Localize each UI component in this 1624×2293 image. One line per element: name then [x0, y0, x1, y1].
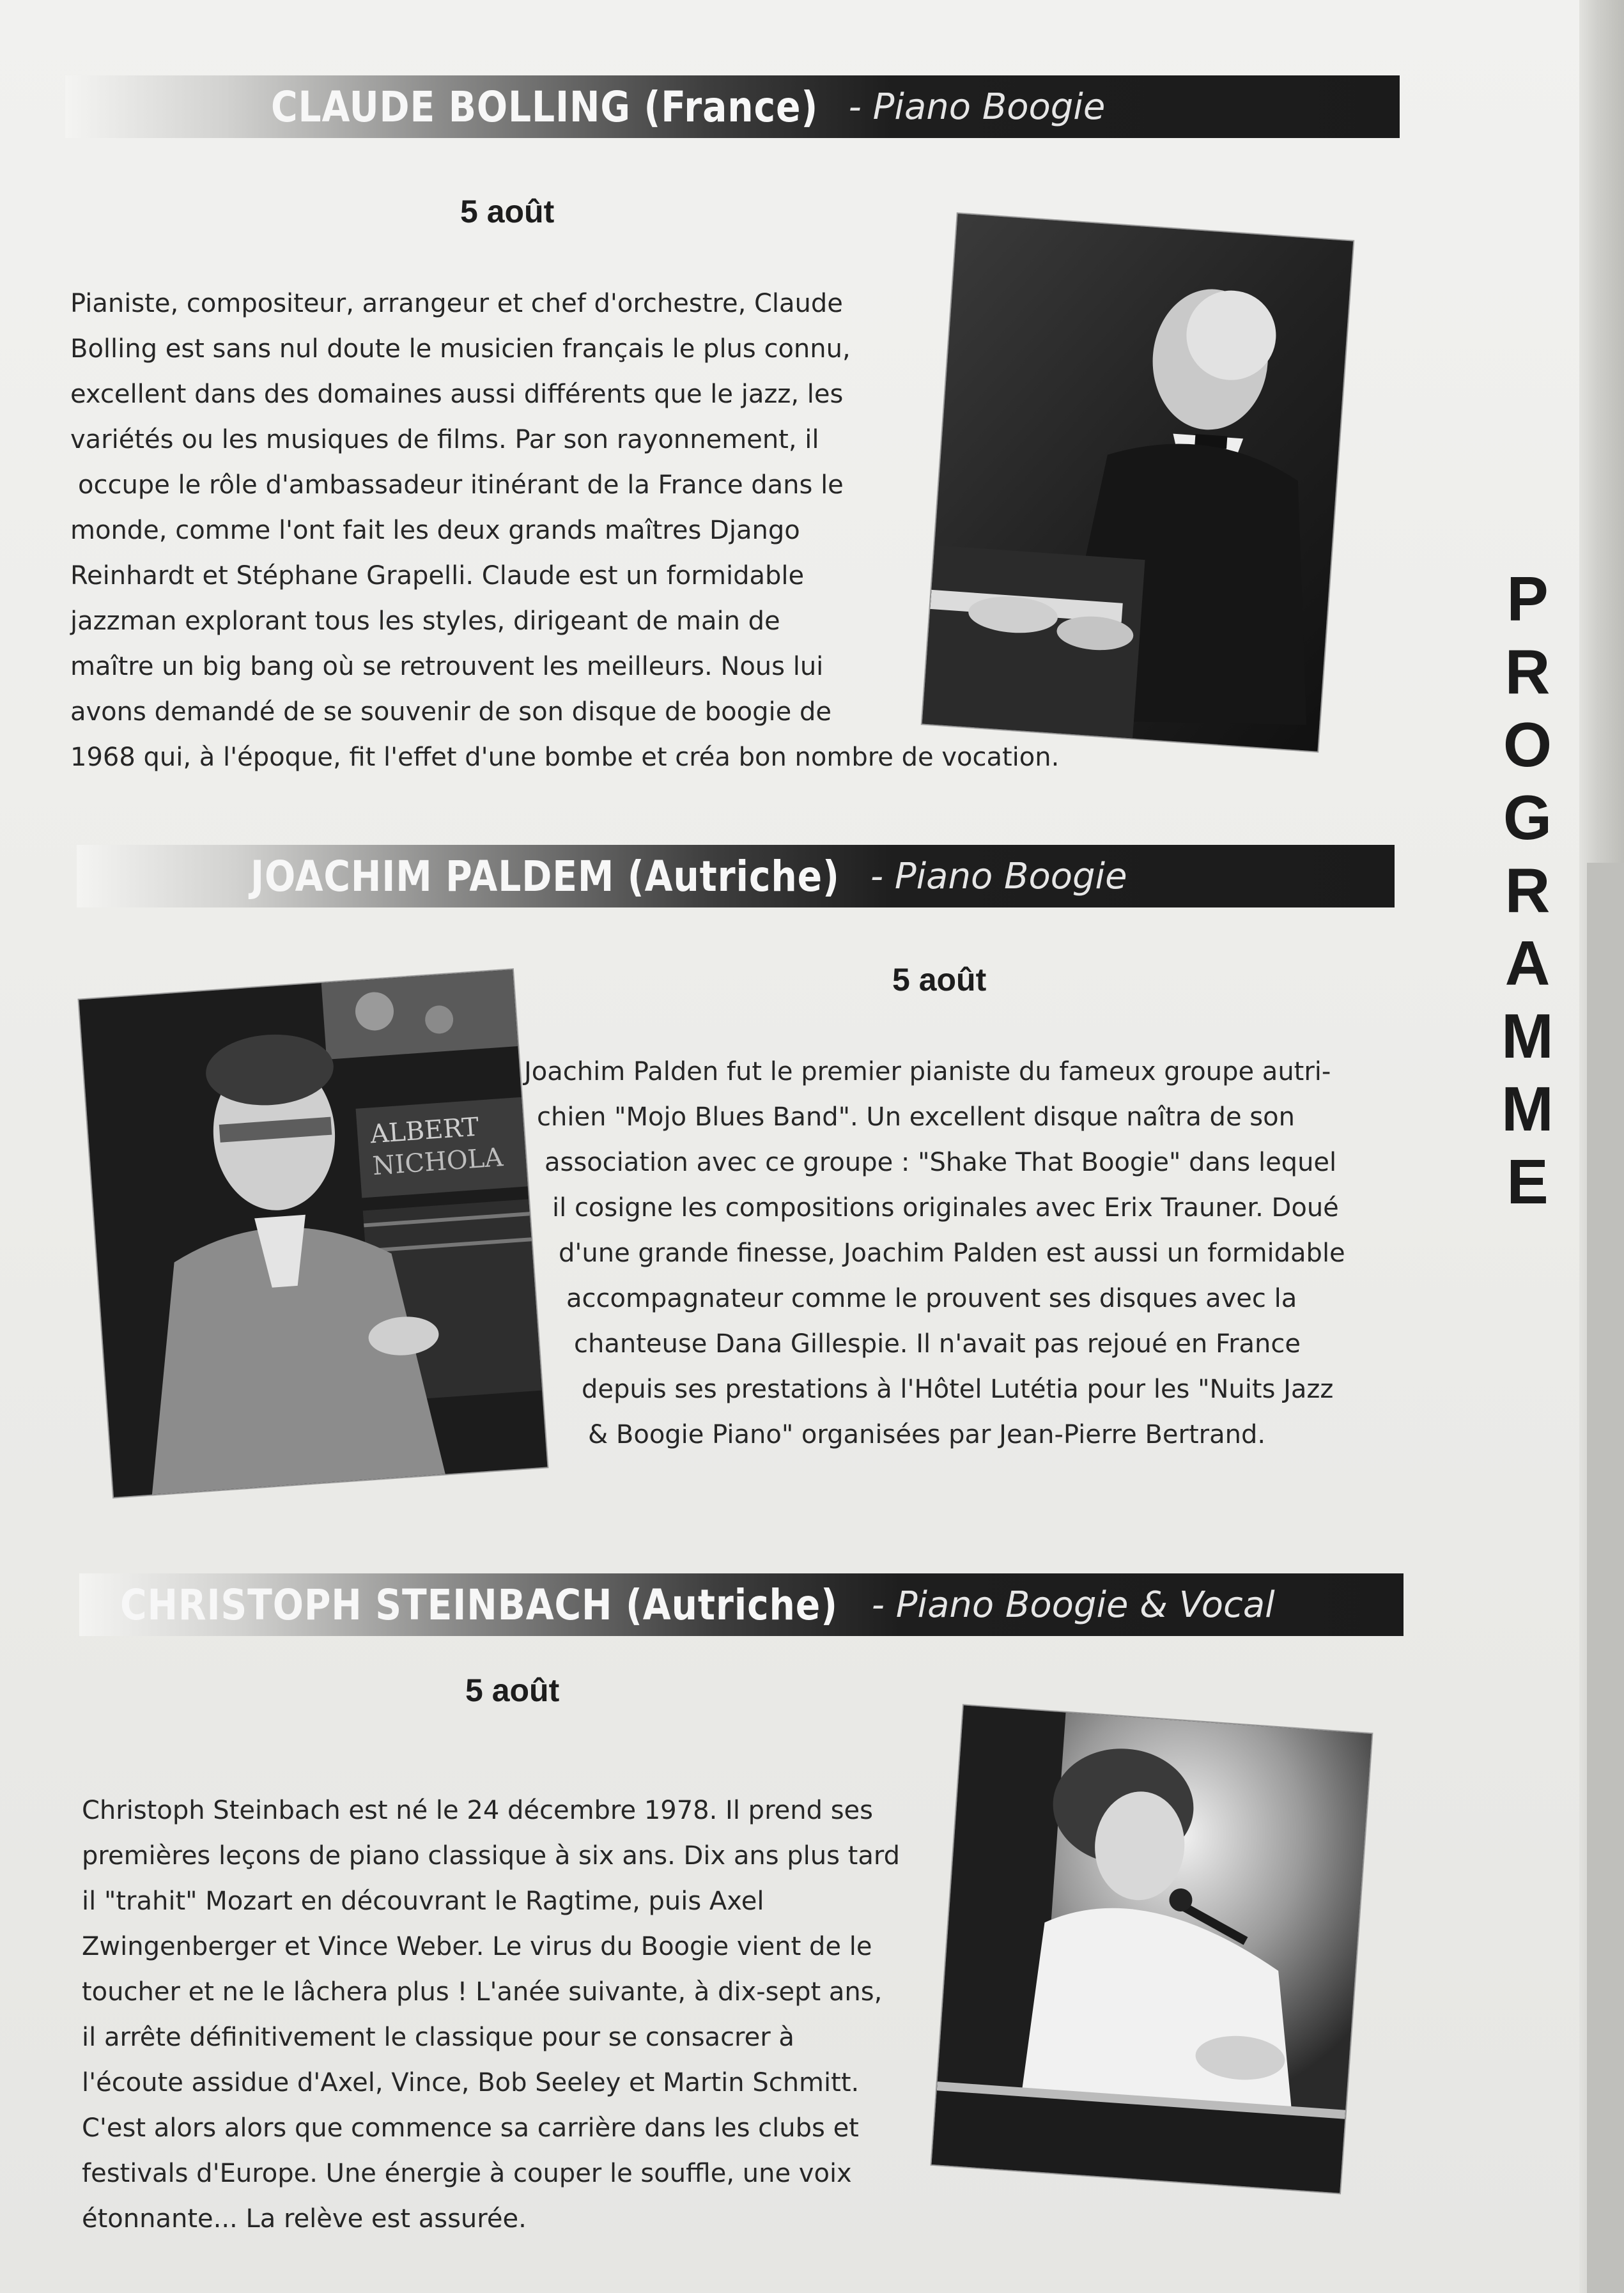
- vertical-title-letter: R: [1504, 855, 1551, 925]
- artist-name: CLAUDE BOLLING (France): [271, 82, 819, 132]
- bio-line: festivals d'Europe. Une énergie à couper le souffle, une voix: [82, 2159, 852, 2188]
- section-header-joachim-paldem: [77, 845, 1395, 907]
- bio-line: Zwingenberger et Vince Weber. Le virus du Boogie vient de le: [82, 1932, 872, 1961]
- vertical-title-letter: M: [1501, 1074, 1554, 1144]
- bio-line: chanteuse Dana Gillespie. Il n'avait pas rejoué en France: [574, 1329, 1301, 1359]
- vertical-title-letter: O: [1503, 709, 1552, 780]
- bio-line: l'écoute assidue d'Axel, Vince, Bob Seeley et Martin Schmitt.: [82, 2068, 860, 2097]
- artist-name: JOACHIM PALDEM (Autriche): [251, 851, 840, 901]
- bio-line: association avec ce groupe : "Shake That Boogie" dans lequel: [545, 1148, 1337, 1177]
- section-header-claude-bolling: [65, 75, 1400, 138]
- photo-christoph-steinbach: [932, 1706, 1372, 2193]
- pianist-photo-image: [922, 213, 1353, 751]
- bio-line: occupe le rôle d'ambassadeur itinérant de la France dans le: [78, 470, 844, 500]
- photo-sign-text: NICHOLA: [371, 1143, 504, 1182]
- artist-name: CHRISTOPH STEINBACH (Autriche): [120, 1580, 838, 1630]
- bio-line: il "trahit" Mozart en découvrant le Ragtime, puis Axel: [82, 1887, 764, 1916]
- artist-genre: - Piano Boogie & Vocal: [871, 1584, 1275, 1626]
- bio-line: toucher et ne le lâchera plus ! L'anée suivante, à dix-sept ans,: [82, 1977, 883, 2007]
- bio-line: Pianiste, compositeur, arrangeur et chef d'orchestre, Claude: [70, 289, 843, 318]
- bio-line: maître un big bang où se retrouvent les meilleurs. Nous lui: [70, 652, 824, 681]
- vertical-title-letter: A: [1504, 928, 1551, 998]
- artist-genre: - Piano Boogie: [848, 86, 1106, 128]
- section-header-christoph-steinbach: [79, 1573, 1404, 1636]
- bio-line: depuis ses prestations à l'Hôtel Lutétia pour les "Nuits Jazz: [582, 1375, 1334, 1404]
- bio-line: accompagnateur comme le prouvent ses disques avec la: [566, 1284, 1297, 1313]
- bio-line: & Boogie Piano" organisées par Jean-Pierre Bertrand.: [588, 1420, 1266, 1449]
- vertical-title-programme: [1489, 562, 1566, 1218]
- bio-line: excellent dans des domaines aussi différents que le jazz, les: [70, 380, 844, 409]
- vertical-title-letter: P: [1506, 564, 1549, 634]
- vertical-title-letter: R: [1504, 637, 1551, 707]
- bio-joachim-paldem: [524, 1049, 1400, 1458]
- page-edge-background: [1587, 863, 1624, 2293]
- vertical-title-letter: M: [1501, 1001, 1554, 1071]
- bio-line: il cosigne les compositions originales avec Erix Trauner. Doué: [552, 1193, 1339, 1223]
- photo-sign-text: ALBERT: [369, 1112, 480, 1150]
- photo-joachim-paldem: [79, 969, 548, 1497]
- vertical-title-letter: E: [1506, 1146, 1549, 1217]
- bio-line: jazzman explorant tous les styles, dirigeant de main de: [70, 606, 780, 636]
- bio-line: Bolling est sans nul doute le musicien français le plus connu,: [70, 334, 851, 364]
- bio-line: avons demandé de se souvenir de son disque de boogie de: [70, 697, 831, 727]
- performance-date: 5 août: [892, 962, 987, 998]
- bio-claude-bolling-last-line: 1968 qui, à l'époque, fit l'effet d'une bombe et créa bon nombre de vocation.: [70, 743, 1060, 772]
- bio-line: premières leçons de piano classique à six ans. Dix ans plus tard: [82, 1841, 900, 1871]
- bio-line: variétés ou les musiques de films. Par son rayonnement, il: [70, 425, 819, 454]
- photo-claude-bolling: [922, 213, 1353, 751]
- bio-line: il arrête définitivement le classique pour se consacrer à: [82, 2023, 794, 2052]
- bio-line: Christoph Steinbach est né le 24 décembre 1978. Il prend ses: [82, 1796, 873, 1825]
- bio-christoph-steinbach: [82, 1788, 964, 2242]
- bio-line: étonnante... La relève est assurée.: [82, 2204, 527, 2234]
- bio-line: d'une grande finesse, Joachim Palden est aussi un formidable: [559, 1239, 1345, 1268]
- bio-line: monde, comme l'ont fait les deux grands maîtres Django: [70, 516, 800, 545]
- performance-date: 5 août: [460, 194, 555, 229]
- artist-genre: - Piano Boogie: [870, 855, 1127, 897]
- performance-date: 5 août: [465, 1672, 560, 1708]
- pianist-photo-image: [79, 969, 548, 1497]
- pianist-photo-image: [932, 1706, 1372, 2193]
- bio-line: Joachim Palden fut le premier pianiste du fameux groupe autri-: [524, 1057, 1331, 1086]
- vertical-title-letter: G: [1503, 782, 1552, 853]
- bio-line: C'est alors alors que commence sa carrière dans les clubs et: [82, 2113, 859, 2143]
- bio-claude-bolling: [70, 281, 927, 735]
- bio-line: chien "Mojo Blues Band". Un excellent disque naîtra de son: [537, 1102, 1295, 1132]
- bio-line: Reinhardt et Stéphane Grapelli. Claude est un formidable: [70, 561, 805, 591]
